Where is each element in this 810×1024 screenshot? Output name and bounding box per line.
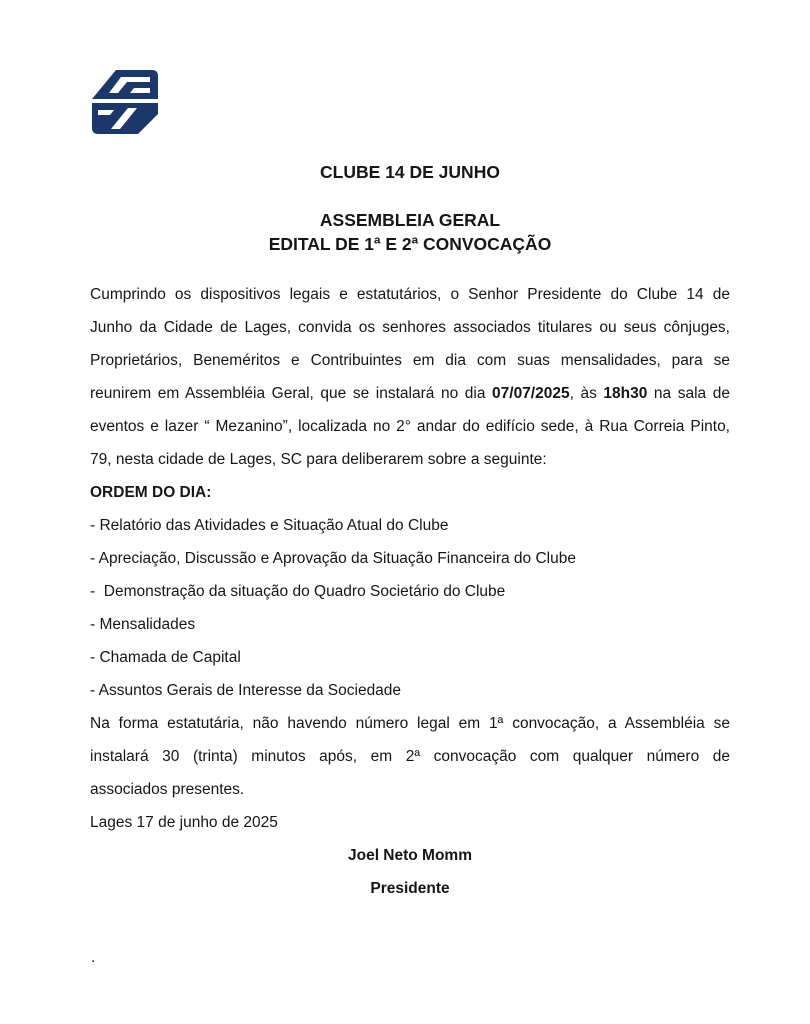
closing-paragraph bbox=[90, 707, 730, 806]
agenda-item: - Chamada de Capital bbox=[90, 649, 241, 666]
agenda-item: - Mensalidades bbox=[90, 616, 196, 633]
intro-line: Proprietários, Beneméritos e Contribuintes em dia com suas mensalidades, para se bbox=[90, 352, 730, 369]
agenda-item: - Demonstração da situação do Quadro Societário do Clube bbox=[90, 583, 506, 600]
intro-paragraph bbox=[90, 278, 730, 476]
document-subtitle: EDITAL DE 1ª E 2ª CONVOCAÇÃO bbox=[268, 234, 552, 254]
club-emblem-graphic bbox=[90, 68, 160, 136]
meeting-text-after: na sala de bbox=[647, 385, 730, 402]
signatory-name: Joel Neto Momm bbox=[347, 847, 472, 864]
meeting-date: 07/07/2025 bbox=[492, 385, 570, 402]
closing-line: Na forma estatutária, não havendo número legal em 1ª convocação, a Assembléia se bbox=[90, 715, 730, 732]
document-title: ASSEMBLEIA GERAL bbox=[319, 210, 501, 230]
meeting-time: 18h30 bbox=[603, 385, 648, 402]
agenda-item: - Relatório das Atividades e Situação Atual do Clube bbox=[90, 517, 449, 534]
document-titles bbox=[90, 208, 730, 256]
agenda-item: - Apreciação, Discussão e Aprovação da Situação Financeira do Clube bbox=[90, 550, 576, 567]
closing-line: associados presentes. bbox=[90, 781, 245, 798]
place-and-date: Lages 17 de junho de 2025 bbox=[90, 814, 278, 831]
club-emblem-icon bbox=[90, 68, 160, 136]
agenda-item: - Assuntos Gerais de Interesse da Sociedade bbox=[90, 682, 402, 699]
document-body bbox=[90, 278, 730, 905]
signatory-role: Presidente bbox=[370, 880, 450, 897]
intro-line: Junho da Cidade de Lages, convida os senhores associados titulares ou seus cônjuges, bbox=[90, 319, 730, 336]
agenda-heading: ORDEM DO DIA: bbox=[90, 484, 212, 501]
intro-line: Cumprindo os dispositivos legais e estatutários, o Senhor Presidente do Clube 14 de bbox=[90, 286, 730, 303]
closing-line: instalará 30 (trinta) minutos após, em 2ª convocação com qualquer número de bbox=[90, 748, 730, 765]
emblem-upper-block bbox=[92, 70, 158, 99]
meeting-text-before: reunirem em Assembléia Geral, que se instalará no dia bbox=[90, 385, 493, 402]
intro-line: eventos e lazer “ Mezanino”, localizada no 2° andar do edifício sede, à Rua Correia Pinto, bbox=[90, 418, 730, 435]
intro-line: 79, nesta cidade de Lages, SC para deliberarem sobre a seguinte: bbox=[90, 451, 547, 468]
footer-mark: . bbox=[91, 949, 96, 966]
meeting-text-between: , às bbox=[569, 385, 604, 402]
meeting-line bbox=[90, 377, 730, 410]
agenda-list bbox=[90, 509, 730, 707]
club-name: CLUBE 14 DE JUNHO bbox=[320, 162, 500, 182]
signature-block bbox=[90, 839, 730, 905]
